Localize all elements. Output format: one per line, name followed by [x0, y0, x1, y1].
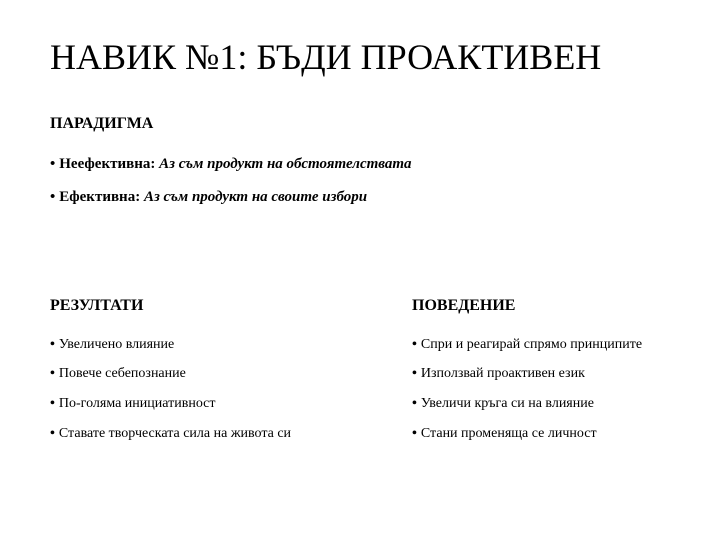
- bullet-icon: •: [412, 426, 417, 441]
- slide-title: НАВИК №1: БЪДИ ПРОАКТИВЕН: [50, 37, 602, 77]
- bullet-icon: •: [50, 189, 56, 205]
- paradigm-line-ineffective: [50, 156, 412, 173]
- paradigm-text: Аз съм продукт на своите избори: [143, 189, 368, 205]
- paradigm-line-effective: [50, 189, 367, 206]
- behavior-item: • Използвай проактивен език: [412, 366, 585, 381]
- bullet-icon: •: [50, 156, 56, 172]
- bullet-icon: •: [412, 337, 417, 352]
- results-item: • По-голяма инициативност: [50, 396, 216, 411]
- bullet-icon: •: [50, 337, 55, 352]
- bullet-icon: •: [412, 396, 417, 411]
- results-item: • Ставате творческата сила на живота си: [50, 426, 292, 441]
- bullet-icon: •: [50, 366, 55, 381]
- behavior-item: • Спри и реагирай спрямо принципите: [412, 337, 643, 352]
- behavior-item: • Стани променяща се личност: [412, 426, 597, 441]
- bullet-icon: •: [412, 366, 417, 381]
- bullet-icon: •: [50, 396, 55, 411]
- paradigm-label: Неефективна:: [59, 156, 156, 172]
- results-item: • Повече себепознание: [50, 366, 186, 381]
- behavior-item: • Увеличи кръга си на влияние: [412, 396, 594, 411]
- bullet-icon: •: [50, 426, 55, 441]
- paradigm-text: Аз съм продукт на обстоятелствата: [159, 156, 412, 172]
- results-item: • Увеличено влияние: [50, 337, 175, 352]
- results-heading: РЕЗУЛТАТИ: [50, 297, 144, 314]
- paradigm-heading: ПАРАДИГМА: [50, 115, 154, 132]
- paradigm-label: Ефективна:: [59, 189, 141, 205]
- behavior-heading: ПОВЕДЕНИЕ: [412, 297, 516, 314]
